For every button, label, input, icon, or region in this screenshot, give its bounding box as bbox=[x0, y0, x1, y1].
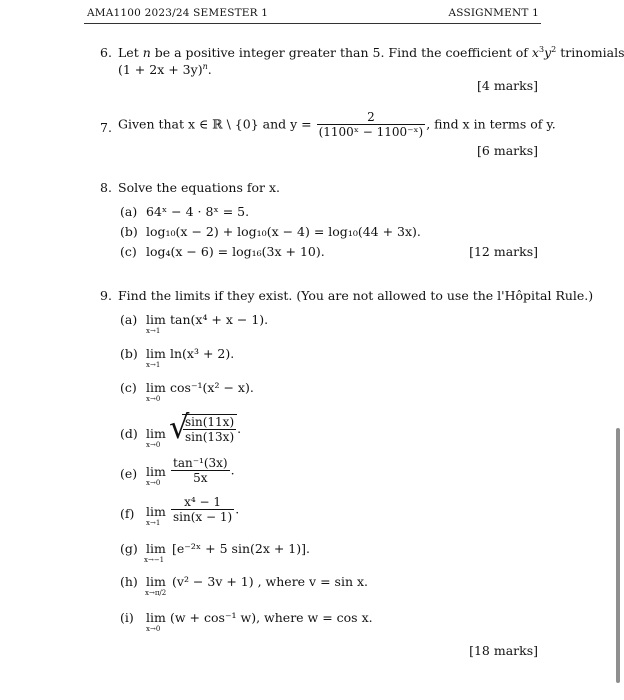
q9g-lim: lim bbox=[146, 541, 166, 556]
q9d-expr: √ $\frac{\sin(11x)}{\sin(13x)}$ . bbox=[171, 414, 241, 445]
q8-text: Solve the equations for x. bbox=[118, 180, 280, 195]
q6-marks: [4 marks] bbox=[477, 78, 538, 93]
q9a-label: (a) bbox=[120, 312, 138, 327]
q9a-expr: tan(x⁴ + x − 1). bbox=[170, 312, 269, 327]
q8-number: 8. bbox=[100, 180, 112, 195]
vertical-scrollbar[interactable] bbox=[616, 428, 620, 683]
q9h-sub: x→π/2 bbox=[145, 589, 167, 597]
q9f-expr: $\frac{\text{x⁴ − 1}}{\sin(x - 1)}$ . bbox=[173, 495, 240, 524]
q7-fraction: $\frac{2}{\text{(1100ˣ − 1100⁻ˣ)}}$ bbox=[318, 110, 424, 139]
square-root: √ $\frac{\sin(11x)}{\sin(13x)}$ bbox=[171, 414, 237, 445]
q9i-sub: x→0 bbox=[146, 625, 161, 633]
q9h-lim: lim bbox=[146, 574, 166, 589]
q8-part-b-eq: log₁₀(x − 2) + log₁₀(x − 4) = log₁₀(44 + 3x). bbox=[146, 224, 421, 239]
q9c-lim: lim bbox=[146, 380, 166, 395]
q8-part-c-eq: log₄(x − 6) = log₁₆(3x + 10). bbox=[146, 244, 325, 259]
q9e-label: (e) bbox=[120, 466, 138, 481]
q9c-sub: x→0 bbox=[146, 395, 161, 403]
document-title: ASSIGNMENT 1 bbox=[448, 7, 539, 19]
q9d-lim: lim bbox=[146, 426, 166, 441]
q7-number: 7. bbox=[100, 120, 112, 135]
header-rule bbox=[84, 23, 541, 24]
q8-marks: [12 marks] bbox=[469, 244, 538, 259]
q8-part-c-label: (c) bbox=[120, 244, 137, 259]
q7-marks: [6 marks] bbox=[477, 143, 538, 158]
q9g-sub: x→−1 bbox=[144, 556, 165, 564]
q9f-lim: lim bbox=[146, 504, 166, 519]
q6-expression: $(1 + 2x + 3y)^n$. bbox=[118, 62, 212, 77]
q8-part-a-eq: 64ˣ − 4 · 8ˣ = 5. bbox=[146, 204, 250, 219]
q9i-expr: (w + cos⁻¹ w), where w = cos x. bbox=[170, 610, 373, 625]
q7-text: Given that x ∈ ℝ \ {0} and y = $\frac{2}{\text{(1100ˣ − 1100⁻ˣ)}}$ , find x in terms of y. bbox=[118, 110, 556, 139]
q9c-label: (c) bbox=[120, 380, 137, 395]
q9e-sub: x→0 bbox=[146, 479, 161, 487]
q6-number: 6. bbox=[100, 45, 112, 60]
q9a-sub: x→1 bbox=[146, 327, 161, 335]
q9i-label: (i) bbox=[120, 610, 134, 625]
q9g-expr: [e⁻²ˣ + 5 sin(2x + 1)]. bbox=[172, 541, 310, 556]
q9e-lim: lim bbox=[146, 464, 166, 479]
q9-number: 9. bbox=[100, 288, 112, 303]
q9f-label: (f) bbox=[120, 506, 135, 521]
q9b-expr: ln(x³ + 2). bbox=[170, 346, 235, 361]
q9b-lim: lim bbox=[146, 346, 166, 361]
q8-part-b-label: (b) bbox=[120, 224, 138, 239]
q9e-expr: $\frac{\text{tan⁻¹(3x)}}{5x}$ . bbox=[173, 456, 235, 485]
q9d-label: (d) bbox=[120, 426, 138, 441]
q9f-sub: x→1 bbox=[146, 519, 161, 527]
course-header: AMA1100 2023/24 SEMESTER 1 bbox=[87, 7, 269, 19]
q9b-sub: x→1 bbox=[146, 361, 161, 369]
q9b-label: (b) bbox=[120, 346, 138, 361]
q9c-expr: cos⁻¹(x² − x). bbox=[170, 380, 254, 395]
q9-text: Find the limits if they exist. (You are not allowed to use the l'Hôpital Rule.) bbox=[118, 288, 594, 303]
q9i-lim: lim bbox=[146, 610, 166, 625]
q9d-sub: x→0 bbox=[146, 441, 161, 449]
q9h-expr: (v² − 3v + 1) , where v = sin x. bbox=[172, 574, 368, 589]
q9h-label: (h) bbox=[120, 574, 138, 589]
q9g-label: (g) bbox=[120, 541, 138, 556]
q6-text: Let n be a positive integer greater than 5. Find the coefficient of $x^3y^2$ trinomials bbox=[118, 45, 624, 60]
q9a-lim: lim bbox=[146, 312, 166, 327]
q9-marks: [18 marks] bbox=[469, 643, 538, 658]
q8-part-a-label: (a) bbox=[120, 204, 138, 219]
